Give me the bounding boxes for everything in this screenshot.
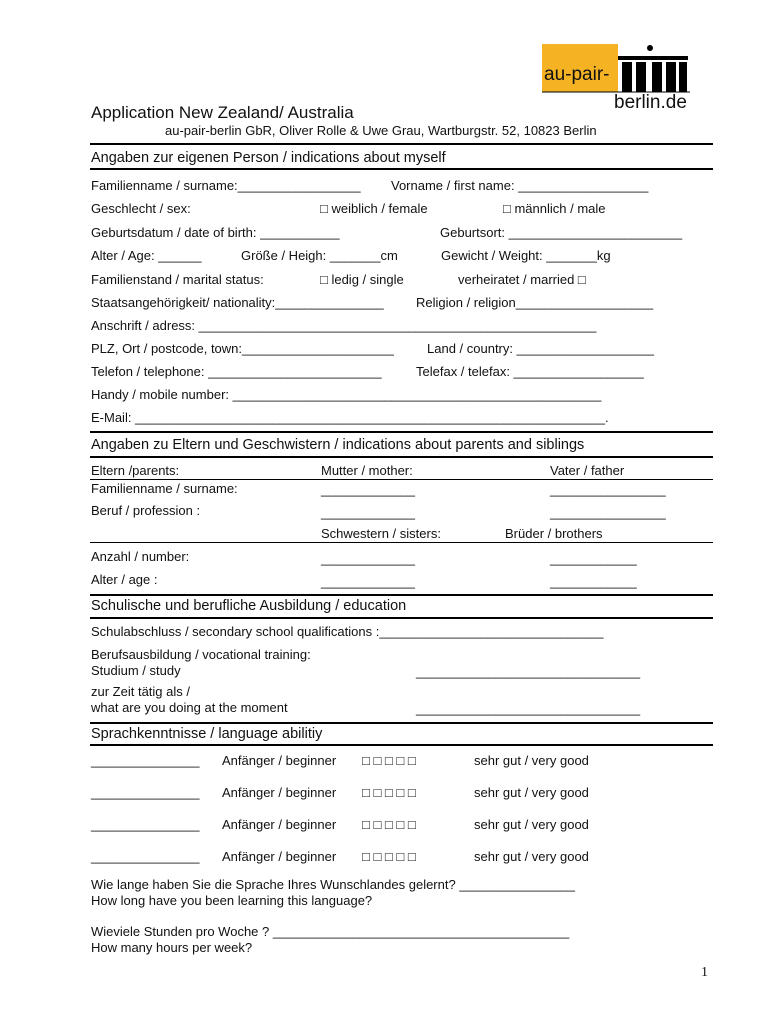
divider: [90, 617, 713, 619]
first-name-field[interactable]: Vorname / first name: __________________: [391, 178, 649, 193]
section-heading-parents: Angaben zu Eltern und Geschwistern / indications about parents and siblings: [91, 437, 585, 453]
beginner-label: Anfänger / beginner: [222, 785, 337, 800]
age-field[interactable]: Alter / Age: ______: [91, 248, 202, 263]
beginner-label: Anfänger / beginner: [222, 849, 337, 864]
sex-label: Geschlecht / sex:: [91, 201, 191, 216]
school-qualification-field[interactable]: Schulabschluss / secondary school qualifications :_______________________________: [91, 624, 604, 639]
female-checkbox[interactable]: □ weiblich / female: [320, 201, 428, 216]
section-heading-education: Schulische und berufliche Ausbildung / education: [91, 598, 407, 614]
very-good-label: sehr gut / very good: [474, 785, 589, 800]
telefax-field[interactable]: Telefax / telefax: __________________: [416, 364, 644, 379]
sisters-number-field[interactable]: _____________: [321, 551, 415, 566]
au-pair-berlin-logo: [542, 42, 690, 116]
page-title: Application New Zealand/ Australia: [91, 103, 354, 122]
study-label: Studium / study: [91, 663, 181, 678]
mother-profession-field[interactable]: _____________: [321, 505, 415, 520]
siblings-number-label: Anzahl / number:: [91, 549, 190, 564]
very-good-label: sehr gut / very good: [474, 817, 589, 832]
learning-duration-field[interactable]: Wie lange haben Sie die Sprache Ihres Wunschlandes gelernt? ________________: [91, 877, 576, 892]
parents-label: Eltern /parents:: [91, 463, 180, 478]
divider: [90, 168, 713, 170]
sisters-age-field[interactable]: _____________: [321, 574, 415, 589]
divider: [90, 479, 713, 480]
father-profession-field[interactable]: ________________: [550, 505, 666, 520]
divider: [90, 431, 713, 433]
language-level-checkboxes[interactable]: □ □ □ □ □: [362, 817, 416, 832]
father-surname-field[interactable]: ________________: [550, 482, 666, 497]
language-name-field[interactable]: _______________: [91, 817, 200, 832]
height-field[interactable]: Größe / Heigh: _______cm: [241, 248, 398, 263]
current-occupation-field[interactable]: _______________________________: [416, 701, 641, 716]
language-level-checkboxes[interactable]: □ □ □ □ □: [362, 849, 416, 864]
sisters-column-header: Schwestern / sisters:: [321, 526, 441, 541]
birth-date-field[interactable]: Geburtsdatum / date of birth: ___________: [91, 225, 340, 240]
postcode-town-field[interactable]: PLZ, Ort / postcode, town:_____________________: [91, 341, 394, 356]
hours-per-week-field[interactable]: Wieviele Stunden pro Woche ? _________________________________________: [91, 924, 570, 939]
parents-profession-label: Beruf / profession :: [91, 503, 201, 518]
divider: [90, 542, 713, 543]
vocational-training-label: Berufsausbildung / vocational training:: [91, 647, 311, 662]
address-field[interactable]: Anschrift / adress: _______________________________________________________: [91, 318, 597, 333]
section-heading-language: Sprachkenntnisse / language abilitiy: [91, 726, 323, 742]
beginner-label: Anfänger / beginner: [222, 753, 337, 768]
surname-field[interactable]: Familienname / surname:_________________: [91, 178, 361, 193]
learning-duration-label-en: How long have you been learning this language?: [91, 893, 373, 908]
weight-field[interactable]: Gewicht / Weight: _______kg: [441, 248, 611, 263]
mobile-field[interactable]: Handy / mobile number: ___________________________________________________: [91, 387, 602, 402]
divider: [90, 722, 713, 724]
logo-text-line2: berlin.de: [614, 92, 687, 113]
parents-surname-label: Familienname / surname:: [91, 481, 238, 496]
birth-place-field[interactable]: Geburtsort: ________________________: [440, 225, 683, 240]
beginner-label: Anfänger / beginner: [222, 817, 337, 832]
brothers-column-header: Brüder / brothers: [505, 526, 603, 541]
section-heading-personal: Angaben zur eigenen Person / indications about myself: [91, 150, 446, 166]
divider: [90, 744, 713, 746]
brothers-number-field[interactable]: ____________: [550, 551, 637, 566]
very-good-label: sehr gut / very good: [474, 753, 589, 768]
divider: [90, 456, 713, 458]
page-number: 1: [701, 965, 708, 980]
mother-column-header: Mutter / mother:: [321, 463, 413, 478]
single-checkbox[interactable]: □ ledig / single: [320, 272, 404, 287]
country-field[interactable]: Land / country: ___________________: [427, 341, 654, 356]
language-name-field[interactable]: _______________: [91, 849, 200, 864]
vocational-training-field[interactable]: _______________________________: [416, 664, 641, 679]
male-checkbox[interactable]: □ männlich / male: [503, 201, 606, 216]
language-level-checkboxes[interactable]: □ □ □ □ □: [362, 785, 416, 800]
mother-surname-field[interactable]: _____________: [321, 482, 415, 497]
language-level-checkboxes[interactable]: □ □ □ □ □: [362, 753, 416, 768]
marital-status-label: Familienstand / marital status:: [91, 272, 264, 287]
page-subtitle: au-pair-berlin GbR, Oliver Rolle & Uwe Grau, Wartburgstr. 52, 10823 Berlin: [165, 123, 597, 138]
language-name-field[interactable]: _______________: [91, 785, 200, 800]
current-occupation-label-de: zur Zeit tätig als /: [91, 684, 190, 699]
married-checkbox[interactable]: verheiratet / married □: [458, 272, 586, 287]
current-occupation-label-en: what are you doing at the moment: [91, 700, 288, 715]
divider: [90, 594, 713, 596]
language-name-field[interactable]: _______________: [91, 753, 200, 768]
nationality-field[interactable]: Staatsangehörigkeit/ nationality:_______________: [91, 295, 384, 310]
telephone-field[interactable]: Telefon / telephone: ________________________: [91, 364, 382, 379]
very-good-label: sehr gut / very good: [474, 849, 589, 864]
siblings-age-label: Alter / age :: [91, 572, 158, 587]
brothers-age-field[interactable]: ____________: [550, 574, 637, 589]
divider: [90, 143, 713, 145]
father-column-header: Vater / father: [550, 463, 625, 478]
religion-field[interactable]: Religion / religion___________________: [416, 295, 654, 310]
logo-text-line1: au-pair-: [544, 64, 610, 85]
email-field[interactable]: E-Mail: _________________________________________________________________.: [91, 410, 609, 425]
hours-per-week-label-en: How many hours per week?: [91, 940, 253, 955]
